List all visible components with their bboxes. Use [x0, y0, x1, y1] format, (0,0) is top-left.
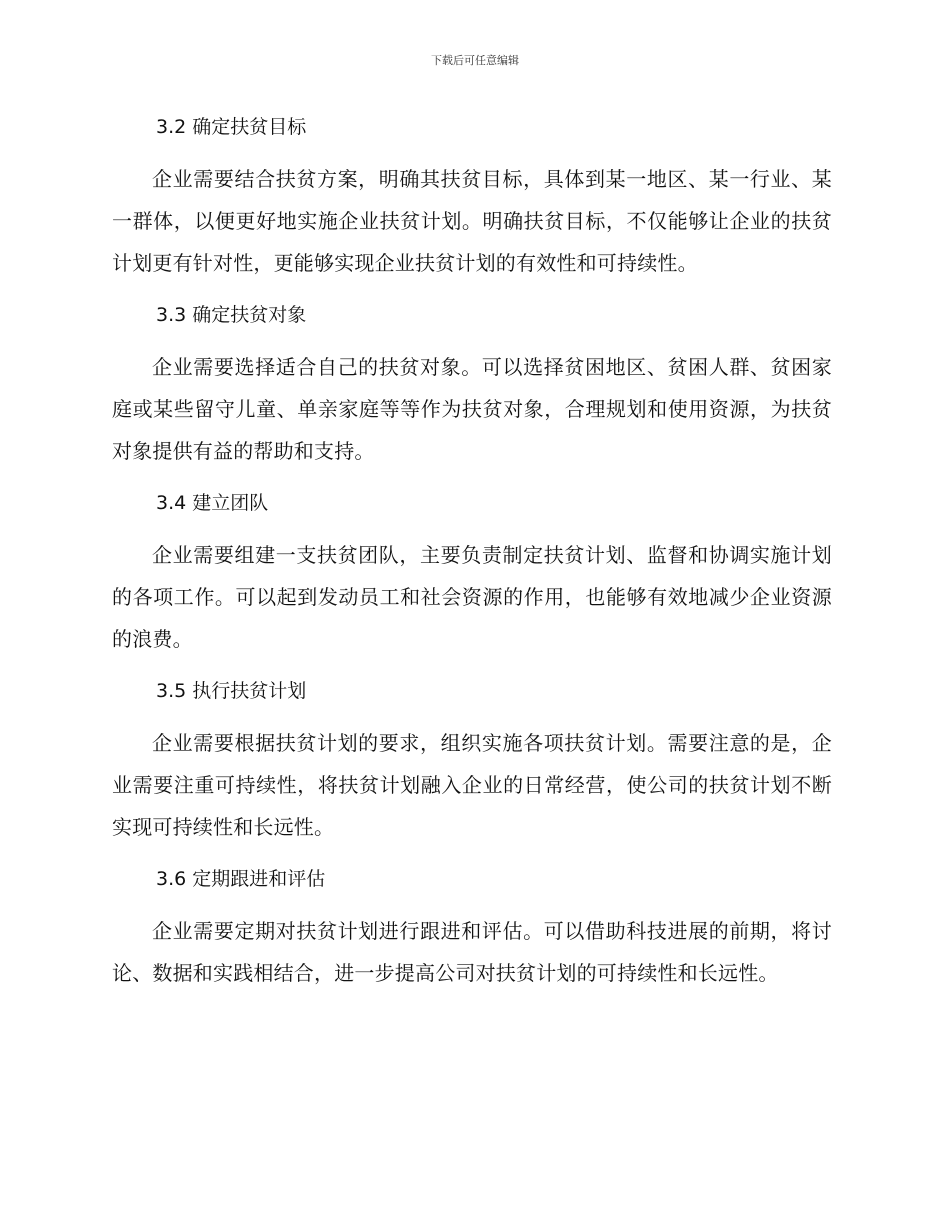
section-3-3: [112, 294, 832, 472]
section-heading: 3.2 确定扶贫目标: [156, 116, 307, 138]
section-3-2: [112, 106, 832, 284]
section-heading: 3.4 建立团队: [156, 492, 269, 514]
section-3-4: [112, 482, 832, 660]
section-paragraph: 企业需要定期对扶贫计划进行跟进和评估。可以借助科技进展的前期，将讨论、数据和实践相结合，进一步提高公司对扶贫计划的可持续性和长远性。: [112, 919, 832, 985]
section-paragraph: 企业需要组建一支扶贫团队，主要负责制定扶贫计划、监督和协调实施计划的各项工作。可以起到发动员工和社会资源的作用，也能够有效地减少企业资源的浪费。: [112, 543, 832, 651]
section-paragraph: 企业需要选择适合自己的扶贫对象。可以选择贫困地区、贫困人群、贫困家庭或某些留守儿童、单亲家庭等等作为扶贫对象，合理规划和使用资源，为扶贫对象提供有益的帮助和支持。: [112, 355, 832, 463]
section-heading: 3.5 执行扶贫计划: [156, 680, 307, 702]
section-paragraph: 企业需要结合扶贫方案，明确其扶贫目标，具体到某一地区、某一行业、某一群体，以便更好地实施企业扶贫计划。明确扶贫目标，不仅能够让企业的扶贫计划更有针对性，更能够实现企业扶贫计划的有效性和可持续性。: [112, 167, 832, 275]
section-3-6: [112, 858, 832, 994]
section-3-5: [112, 670, 832, 848]
section-heading: 3.6 定期跟进和评估: [156, 868, 326, 890]
section-paragraph: 企业需要根据扶贫计划的要求，组织实施各项扶贫计划。需要注意的是，企业需要注重可持续性，将扶贫计划融入企业的日常经营，使公司的扶贫计划不断实现可持续性和长远性。: [112, 731, 832, 839]
page-header-note: 下载后可任意编辑: [431, 54, 519, 67]
document-body: [112, 106, 832, 1004]
section-heading: 3.3 确定扶贫对象: [156, 304, 307, 326]
